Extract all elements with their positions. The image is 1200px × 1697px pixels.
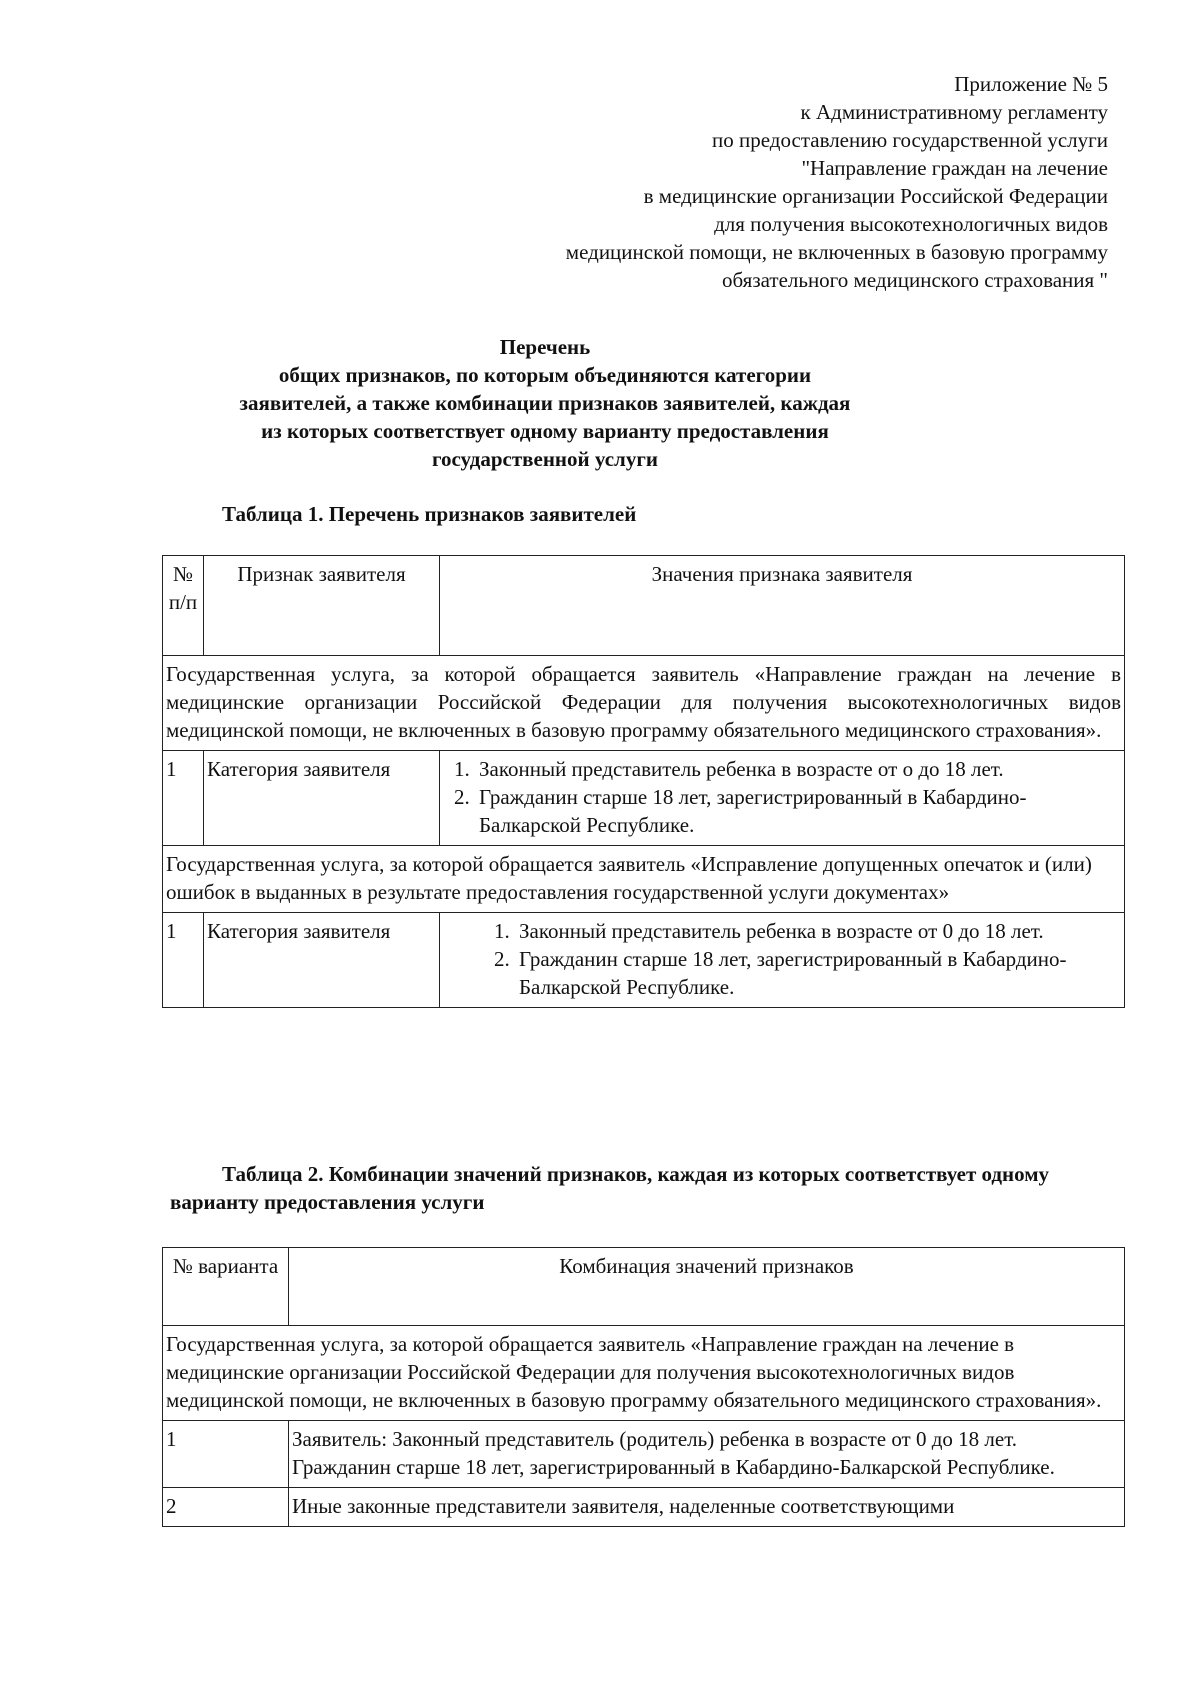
annex-line: медицинской помощи, не включенных в базовую программу [565,240,1108,264]
annex-line: по предоставлению государственной услуги [712,128,1108,152]
annex-line: Приложение № 5 [954,72,1108,96]
section-text: Государственная услуга, за которой обращается заявитель «Направление граждан на лечение в медицинские организации Российской Федерации для получения высокотехнологичных видов медицинской помощи, не включенных в базовую программу обязательного медицинского страхования». [163,1326,1125,1421]
title-line: заявителей, а также комбинации признаков заявителей, каждая [239,391,851,415]
title-line: Перечень [499,335,591,359]
list-item: 2. Гражданин старше 18 лет, зарегистрированный в Кабардино-Балкарской Республике. [515,945,1121,1001]
row-num: 1 [163,913,204,1008]
annex-line: обязательного медицинского страхования " [722,268,1108,292]
combination-line: Гражданин старше 18 лет, зарегистрированный в Кабардино-Балкарской Республике. [292,1455,1055,1479]
row-combination [289,1421,1125,1488]
section-row [163,1326,1125,1421]
section-text: Государственная услуга, за которой обращается заявитель «Направление граждан на лечение в медицинские организации Российской Федерации для получения высокотехнологичных видов медицинской помощи, не включенных в базовую программу обязательного медицинского страхования». [163,656,1125,751]
row-values [440,913,1125,1008]
table-row [163,751,1125,846]
values-list [443,755,1121,839]
header-variant-num: № варианта [163,1248,289,1326]
annex-header [566,70,1108,294]
attribute-combinations-table [162,1247,1125,1527]
section-row [163,846,1125,913]
list-item: 1. Законный представитель ребенка в возрасте от о до 18 лет. [475,755,1121,783]
table-row [163,1488,1125,1527]
row-attribute: Категория заявителя [204,751,440,846]
table-header-row [163,1248,1125,1326]
table-row [163,913,1125,1008]
title-line: из которых соответствует одному варианту предоставления [261,419,829,443]
row-combination: Иные законные представители заявителя, наделенные соответствующими [289,1488,1125,1527]
row-num: 2 [163,1488,289,1527]
title-line: государственной услуги [432,447,658,471]
applicant-attributes-table [162,555,1125,1008]
table2-caption: Таблица 2. Комбинации значений признаков, каждая из которых соответствует одному варианту предоставления услуги [170,1162,1050,1214]
header-values: Значения признака заявителя [440,556,1125,656]
section-row [163,656,1125,751]
values-list [443,917,1121,1001]
section-text: Государственная услуга, за которой обращается заявитель «Исправление допущенных опечаток и (или) ошибок в выданных в результате предоставления государственной услуги документах» [163,846,1125,913]
row-values [440,751,1125,846]
annex-line: к Административному регламенту [800,100,1108,124]
annex-line: в медицинские организации Российской Федерации [643,184,1108,208]
row-num: 1 [163,1421,289,1488]
header-attribute: Признак заявителя [204,556,440,656]
combination-line: Заявитель: Законный представитель (родитель) ребенка в возрасте от 0 до 18 лет. [292,1427,1018,1451]
header-combination: Комбинация значений признаков [289,1248,1125,1326]
title-line: общих признаков, по которым объединяются категории [278,363,812,387]
row-num: 1 [163,751,204,846]
list-item: 2. Гражданин старше 18 лет, зарегистрированный в Кабардино-Балкарской Республике. [475,783,1121,839]
annex-line: для получения высокотехнологичных видов [714,212,1108,236]
row-attribute: Категория заявителя [204,913,440,1008]
document-title [200,333,890,473]
header-num: № п/п [163,556,204,656]
table1-caption: Таблица 1. Перечень признаков заявителей [222,502,637,526]
table-header-row [163,556,1125,656]
annex-line: "Направление граждан на лечение [801,156,1108,180]
list-item: 1. Законный представитель ребенка в возрасте от 0 до 18 лет. [515,917,1121,945]
table-row [163,1421,1125,1488]
